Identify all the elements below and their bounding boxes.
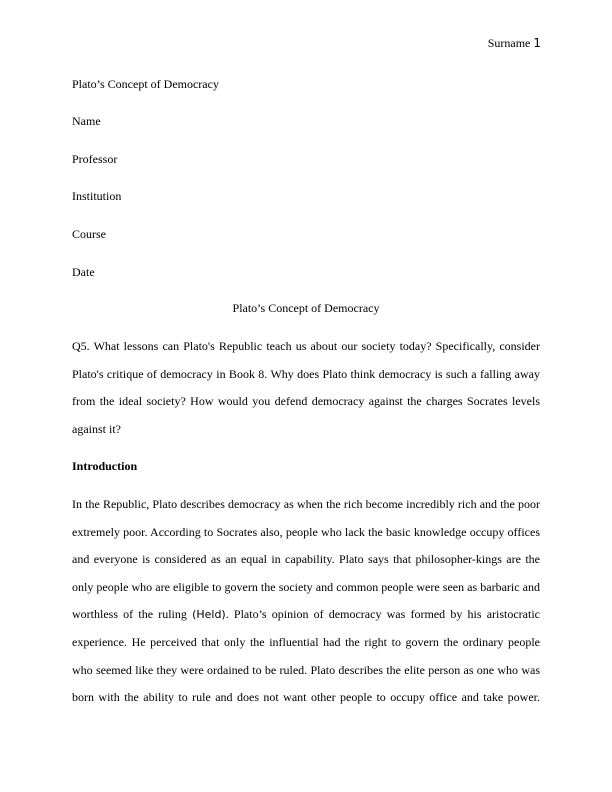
citation: (Held) xyxy=(192,608,226,622)
body-line: who seemed like they were ordained to be ruled. Plato describes the elite person as one who was xyxy=(72,662,540,677)
introduction-paragraph xyxy=(72,491,540,712)
body-line: In the Republic, Plato describes democracy as when the rich become incredibly rich and the poor xyxy=(72,497,540,511)
introduction-heading: Introduction xyxy=(72,459,138,473)
body-line: and everyone is considered as an equal in capability. Plato says that philosopher-kings are the xyxy=(72,552,540,567)
question-line: Plato's critique of democracy in Book 8. Why does Plato think democracy is such a falling away xyxy=(72,366,540,381)
question-paragraph xyxy=(72,333,540,443)
header-surname: Surname xyxy=(487,36,531,50)
page-number: 1 xyxy=(533,36,541,50)
body-text: . Plato’s opinion of democracy was formed by his aristocratic xyxy=(225,607,540,622)
cover-professor: Professor xyxy=(72,152,118,166)
question-line: Q5. What lessons can Plato's Republic teach us about our society today? Specifically, consider xyxy=(72,339,540,353)
body-line: born with the ability to rule and does not want other people to occupy office and take power. xyxy=(72,690,540,705)
body-line: experience. He perceived that only the influential had the right to govern the ordinary people xyxy=(72,634,540,649)
body-line: extremely poor. According to Socrates also, people who lack the basic knowledge occupy offices xyxy=(72,524,540,539)
cover-date: Date xyxy=(72,265,95,279)
cover-institution: Institution xyxy=(72,189,122,203)
document-title: Plato’s Concept of Democracy xyxy=(232,301,380,315)
body-line-with-citation xyxy=(72,601,540,629)
question-line: from the ideal society? How would you defend democracy against the charges Socrates levels xyxy=(72,394,540,409)
cover-title: Plato’s Concept of Democracy xyxy=(72,77,219,91)
cover-name: Name xyxy=(72,114,101,128)
body-text: worthless of the ruling xyxy=(72,607,193,622)
body-line: only people who are eligible to govern the society and common people were seen as barbaric and xyxy=(72,579,540,594)
page-header xyxy=(488,36,541,50)
cover-course: Course xyxy=(72,227,106,241)
question-line: against it? xyxy=(72,421,121,436)
